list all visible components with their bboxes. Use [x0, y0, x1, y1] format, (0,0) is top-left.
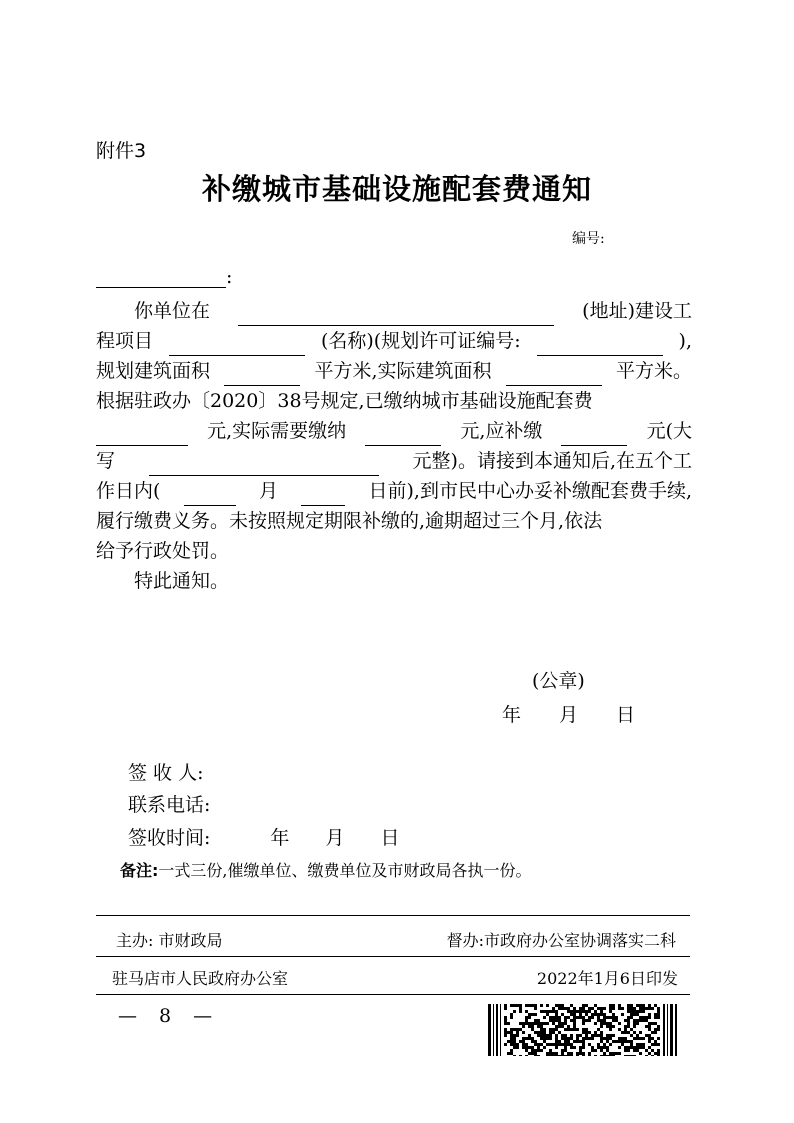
- body-text: 元,实际需要缴纳: [207, 420, 347, 442]
- body-text: 月: [258, 480, 278, 502]
- receiver-label: 签 收 人:: [128, 762, 204, 784]
- body-line: [96, 296, 692, 326]
- footer-rule-top: [96, 915, 690, 916]
- capital-amount-blank: [149, 455, 379, 476]
- month-label: 月: [559, 704, 579, 726]
- body-text: 平方米。: [615, 360, 692, 382]
- issue-date-line: [502, 700, 635, 727]
- deadline-day-blank: [301, 485, 345, 506]
- addressee-colon: :: [226, 266, 233, 288]
- footer-rule-middle: [96, 956, 690, 957]
- issuing-office: 驻马店市人民政府办公室: [112, 969, 289, 988]
- day-label: 日: [616, 704, 636, 726]
- body-text: 日前),到市民中心办妥补缴配套费手续,: [368, 480, 692, 502]
- barcode-icon: [488, 1004, 678, 1056]
- body-text: 元(大: [646, 420, 692, 442]
- body-text: 平方米,实际建筑面积: [314, 360, 492, 382]
- body-text: 你单位在: [134, 300, 211, 322]
- planned-area-blank: [224, 365, 300, 386]
- day-label: 日: [380, 827, 400, 849]
- body-line: [96, 446, 692, 476]
- remark-label: 备注:: [120, 861, 159, 880]
- body-text: 程项目: [96, 330, 154, 352]
- body-text: 给予行政处罚。: [96, 540, 230, 562]
- year-label: 年: [270, 827, 290, 849]
- body-line: [96, 506, 692, 536]
- required-amount-blank: [365, 425, 441, 446]
- month-label: 月: [325, 827, 345, 849]
- body-line: [96, 476, 692, 506]
- serial-number-label: 编号:: [572, 231, 605, 247]
- footer-rule-bottom: [96, 994, 690, 995]
- official-seal-label: (公章): [532, 670, 585, 692]
- body-text: (地址)建设工: [582, 300, 692, 322]
- body-line: [96, 566, 692, 596]
- body-line: [96, 326, 692, 356]
- body-text: 元整)。请接到本通知后,在五个工: [412, 450, 692, 472]
- address-blank: [238, 305, 554, 326]
- body-text: 履行缴费义务。未按照规定期限补缴的,逾期超过三个月,依法: [96, 510, 603, 532]
- supervising-department: 督办:市政府办公室协调落实二科: [446, 931, 676, 950]
- closing-text: 特此通知。: [134, 570, 230, 592]
- body-text: 根据驻政办〔2020〕38号规定,已缴纳城市基础设施配套费: [96, 390, 593, 412]
- host-department: 主办: 市财政局: [116, 931, 223, 950]
- addressee-blank: [96, 267, 226, 288]
- attachment-label: 附件3: [96, 140, 147, 162]
- year-label: 年: [502, 704, 522, 726]
- contact-phone-label: 联系电话:: [128, 794, 211, 816]
- page-number: — 8 —: [118, 1005, 221, 1027]
- body-text: 元,应补缴: [460, 420, 543, 442]
- supplement-amount-blank: [561, 425, 627, 446]
- body-line: [96, 536, 692, 566]
- actual-area-blank: [506, 365, 602, 386]
- permit-number-blank: [537, 335, 663, 356]
- remark-text: 一式三份,催缴单位、缴费单位及市财政局各执一份。: [158, 861, 532, 880]
- body-text: 作日内(: [96, 480, 161, 502]
- body-text: ),: [678, 330, 692, 352]
- document-title: 补缴城市基础设施配套费通知: [201, 172, 592, 206]
- body-text: 规划建筑面积: [96, 360, 211, 382]
- body-text: (名称)(规划许可证编号:: [320, 330, 521, 352]
- body-line: [96, 356, 692, 386]
- receipt-time-line: [128, 823, 399, 850]
- body-text: 写: [96, 450, 116, 472]
- project-name-blank: [169, 335, 305, 356]
- remark: [120, 858, 532, 881]
- notice-body: [96, 296, 692, 596]
- receipt-time-label: 签收时间:: [128, 827, 211, 849]
- print-date: 2022年1月6日印发: [536, 969, 678, 988]
- body-line: [96, 386, 692, 416]
- body-line: [96, 416, 692, 446]
- deadline-month-blank: [184, 485, 236, 506]
- addressee-line: [96, 266, 232, 288]
- paid-amount-blank: [96, 425, 188, 446]
